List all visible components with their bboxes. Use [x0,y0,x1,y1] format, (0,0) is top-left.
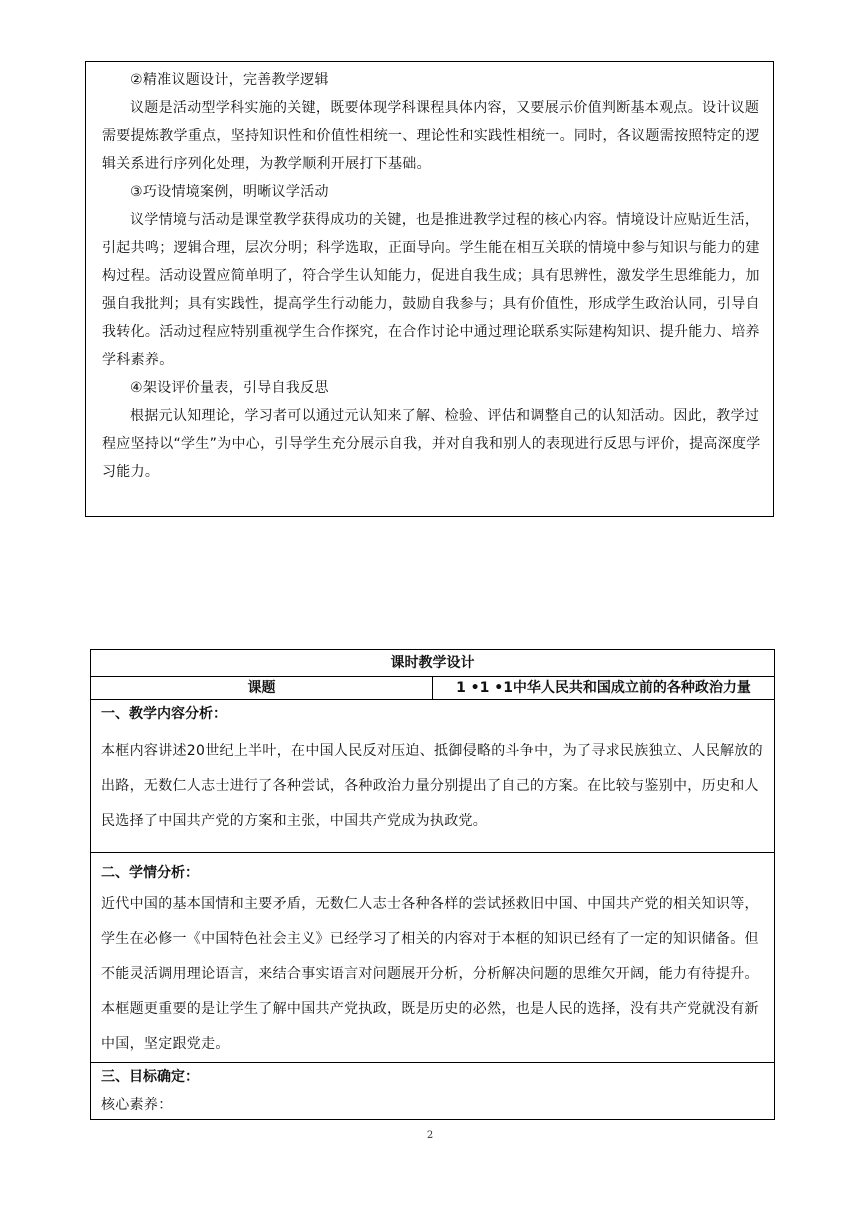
paragraph-heading: ④架设评价量表，引导自我反思 [130,380,329,396]
table-title: 课时教学设计 [91,650,775,677]
section-content-analysis [91,700,775,853]
section-heading: 一、教学内容分析： [101,706,227,722]
section-text: 近代中国的基本国情和主要矛盾，无数仁人志士各种各样的尝试拯救旧中国、中国共产党的相关知识等，学生在必修一《中国特色社会主义》已经学习了相关的内容对于本框的知识已经有了一定的知识储备。但不能灵活调用理论语言，来结合事实语言对问题展开分析，分析解决问题的思维欠开阔，能力有待提升。本框题更重要的是让学生了解中国共产党执政，既是历史的必然，也是人民的选择，没有共产党就没有新中国，坚定跟党走。 [101,896,759,1052]
paragraph-heading: ③巧设情境案例，明晰议学活动 [130,184,329,200]
section-heading: 二、学情分析： [101,865,199,881]
section-goals [91,1063,775,1120]
section-student-analysis [91,853,775,1063]
paragraph-body: 根据元认知理论，学习者可以通过元认知来了解、检验、评估和调整自己的认知活动。因此，教学过程应坚持以“学生”为中心，引导学生充分展示自我，并对自我和别人的表现进行反思与评价，提高深度学习能力。 [102,408,761,480]
page-number: 2 [426,1130,434,1141]
topic-value: 1 •1 •1中华人民共和国成立前的各种政治力量 [433,677,775,700]
lesson-design-table [90,649,775,1120]
topic-label: 课题 [91,677,433,700]
paragraph-body: 议学情境与活动是课堂教学获得成功的关键，也是推进教学过程的核心内容。情境设计应贴近生活，引起共鸣；逻辑合理，层次分明；科学选取，正面导向。学生能在相互关联的情境中参与知识与能力的建构过程。活动设置应简单明了，符合学生认知能力，促进自我生成；具有思辨性，激发学生思维能力，加强自我批判；具有实践性，提高学生行动能力，鼓励自我参与；具有价值性，形成学生政治认同，引导自我转化。活动过程应特别重视学生合作探究，在合作讨论中通过理论联系实际建构知识、提升能力、培养学科素养。 [102,212,760,368]
paragraph-heading: ②精准议题设计，完善教学逻辑 [130,72,329,88]
section-text: 本框内容讲述20世纪上半叶，在中国人民反对压迫、抵御侵略的斗争中，为了寻求民族独立、人民解放的出路，无数仁人志士进行了各种尝试，各种政治力量分别提出了自己的方案。在比较与鉴别中，历史和人民选择了中国共产党的方案和主张，中国共产党成为执政党。 [101,743,763,829]
section-text: 核心素养： [101,1097,173,1113]
paragraph-body: 议题是活动型学科实施的关键，既要体现学科课程具体内容，又要展示价值判断基本观点。设计议题需要提炼教学重点，坚持知识性和价值性相统一、理论性和实践性相统一。同时，各议题需按照特定的逻辑关系进行序列化处理，为教学顺利开展打下基础。 [102,100,760,172]
section-heading: 三、目标确定： [101,1069,199,1085]
text-box [85,61,774,517]
